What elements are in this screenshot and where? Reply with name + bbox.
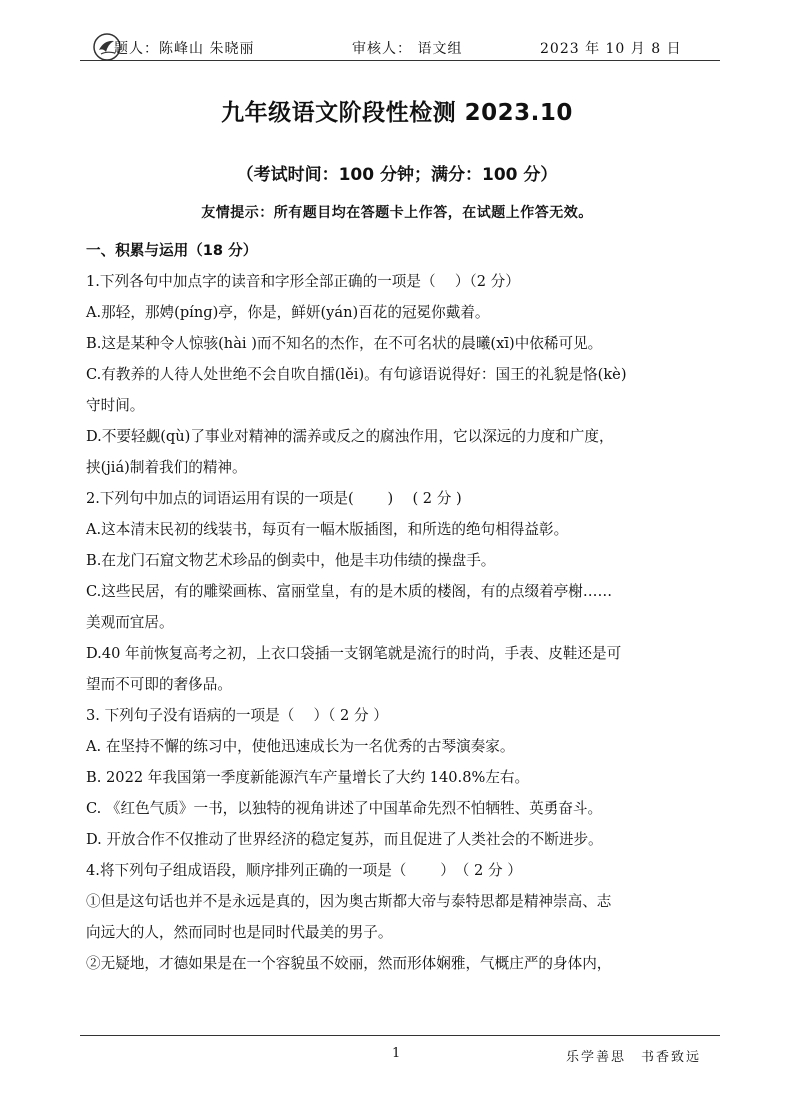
page-number: 1 (392, 1046, 401, 1061)
question-line: 4.将下列句子组成语段，顺序排列正确的一项是（ ） （ 2 分 ） (86, 862, 522, 879)
question-line: 2.下列句中加点的词语运用有误的一项是( ) ( 2 分 ) (86, 490, 462, 507)
header-reviewer: 审核人： 语文组 (352, 41, 463, 57)
question-line: 守时间。 (86, 397, 145, 414)
question-line: C.这些民居，有的雕梁画栋、富丽堂皇，有的是木质的楼阁，有的点缀着亭榭…… (86, 583, 613, 600)
header-divider (80, 60, 720, 61)
header-date: 2023 年 10 月 8 日 (540, 41, 682, 57)
question-line: A.那轻，那娉(pínɡ)亭，你是，鲜妍(yán)百花的冠冕你戴着。 (86, 304, 490, 321)
question-line: A. 在坚持不懈的练习中，使他迅速成长为一名优秀的古琴演奏家。 (86, 738, 515, 755)
question-line: 美观而宜居。 (86, 614, 174, 631)
question-line: B. 2022 年我国第一季度新能源汽车产量增长了大约 140.8%左右。 (86, 769, 530, 786)
question-line: C.有教养的人待人处世绝不会自吹自擂(lěi)。有句谚语说得好：国王的礼貌是恪(kè) (86, 366, 627, 383)
question-line: D.40 年前恢复高考之初，上衣口袋插一支钢笔就是流行的时尚，手表、皮鞋还是可 (86, 645, 622, 662)
question-line: 挟(jiá)制着我们的精神。 (86, 459, 247, 476)
exam-title: 九年级语文阶段性检测 2023.10 (221, 100, 573, 126)
exam-content (86, 235, 726, 979)
header-author: 题人：陈峰山 朱晓丽 (114, 41, 255, 57)
question-line: B.这是某种令人惊骇(hài )而不知名的杰作，在不可名状的晨曦(xī)中依稀可见。 (86, 335, 603, 352)
page-header (80, 32, 720, 60)
question-line: 3. 下列句子没有语病的一项是（ ）（ 2 分 ） (86, 707, 388, 724)
section-heading: 一、积累与运用（18 分） (86, 242, 258, 259)
question-line: D.不要轻觑(qù)了事业对精神的濡养或反之的腐浊作用，它以深远的力度和广度， (86, 428, 614, 445)
footer-motto: 乐学善思 书香致远 (566, 1050, 702, 1065)
question-line: D. 开放合作不仅推动了世界经济的稳定复苏，而且促进了人类社会的不断进步。 (86, 831, 603, 848)
question-line: A.这本清末民初的线装书，每页有一幅木版插图，和所选的绝句相得益彰。 (86, 521, 569, 538)
exam-subtitle: （考试时间：100 分钟；满分：100 分） (236, 165, 558, 185)
question-line: 1.下列各句中加点字的读音和字形全部正确的一项是（ ）（2 分） (86, 273, 520, 290)
question-line: ②无疑地，才德如果是在一个容貌虽不姣丽，然而形体娴雅，气概庄严的身体内， (86, 955, 612, 972)
question-line: 向远大的人，然而同时也是同时代最美的男子。 (86, 924, 393, 941)
footer-divider (80, 1035, 720, 1036)
exam-notice: 友情提示：所有题目均在答题卡上作答，在试题上作答无效。 (201, 205, 593, 221)
question-line: ①但是这句话也并不是永远是真的，因为奥古斯都大帝与泰特思都是精神崇高、志 (86, 893, 612, 910)
question-line: 望而不可即的奢侈品。 (86, 676, 232, 693)
question-line: C. 《红色气质》一书，以独特的视角讲述了中国革命先烈不怕牺牲、英勇奋斗。 (86, 800, 603, 817)
question-line: B.在龙门石窟文物艺术珍品的倒卖中，他是丰功伟绩的操盘手。 (86, 552, 496, 569)
